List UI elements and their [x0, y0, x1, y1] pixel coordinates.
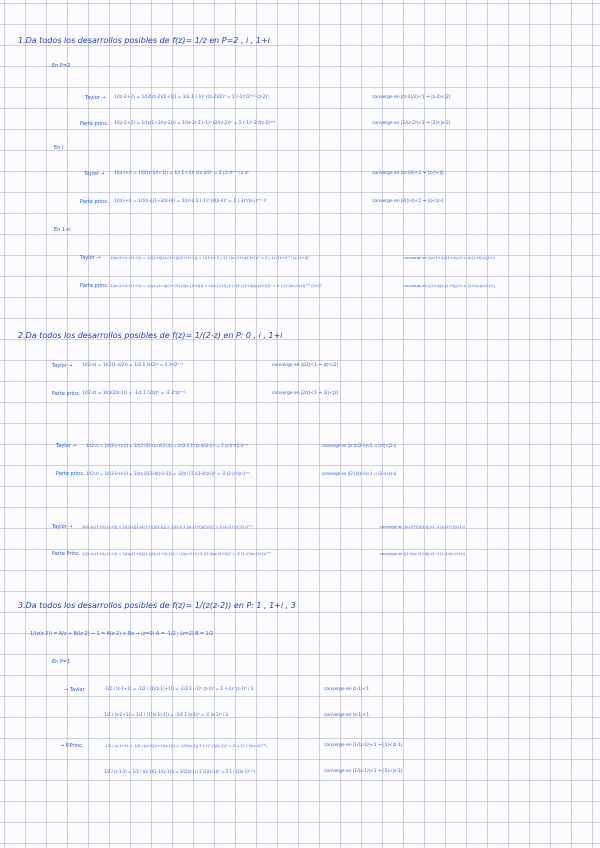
row-convergence: converge en |z/2|<1 ⇒ |z|<|2|	[272, 363, 338, 368]
row-series: 1/(z-i+i) = 1/(i[(z-i)/i+1]) = 1/i Σ (-1)ⁿ ((z-i)/i)ⁿ = Σ (i)ⁿ/iⁿ⁺¹ (z-i)ⁿ	[114, 171, 250, 176]
row-series: 1/(z-(1+i)+(1+i)) = 1/((1+i)[(z-(1+i))/(1+i)+1]) = 1/(1+i) Σ (-1)ⁿ ((z-(1+i))/(1+i))ⁿ = Σ (-1)ⁿ/(1+i)ⁿ⁺¹ (z-(1+i))ⁿ	[110, 255, 310, 260]
row-series: 1/(2-(z-(1+i))-(1+i)) = 1/((1-i)[1-(z-(1+i))/(1-i)]) = 1/(1-i) Σ ((z-(1+i))/(1-i))ⁿ = Σ (z-(1+i))ⁿ/(1-i)ⁿ⁺¹	[82, 524, 253, 529]
row-kind: Parte princ.	[80, 283, 109, 289]
row-series: 1/(2-z) = 1/((2-i)-(z-i)) = 1/((z-i)[(2-i)/(z-i)-1]) = -1/(z-i) Σ ((2-i)/(z-i))ⁿ = -Σ (2-i)ⁿ/(z-i)ⁿ⁺¹	[86, 471, 250, 476]
row-series: 1/(2-(z-(1+i))-(1+i)) = 1/((z-(1+i))[(1-i)/(z-(1+i))-1]) = -1/(z-(1+i)) Σ ((1-i)/(z-(1+i)))ⁿ = -Σ (1-i)ⁿ/(z-(1+i))ⁿ⁺¹	[82, 551, 271, 556]
row-convergence: converge en |1/(z-1)|<1 ⇒ |1|<|z-1|	[324, 769, 403, 774]
row-series: 1/(2-z) = 1/((2-i)-(z-i)) = 1/((2-i)[1-(z-i)/(2-i)]) = 1/(2-i) Σ ((z-i)/(2-i))ⁿ = Σ (z-i)ⁿ/(2-i)ⁿ⁺¹	[86, 443, 249, 448]
row-convergence: converge en |(1-i)/(z-(1+i))|<1 ⇒ |1-i|<|z-(1+i)|	[380, 551, 465, 556]
row-kind: Parte Princ.	[52, 551, 81, 557]
row-series: -1/2 / (z-1+1) = -1/2 / (1[(z-1)+1]) = -1/2 Σ (-1)ⁿ (z-1)ⁿ = Σ -(-1)ⁿ (z-1)ⁿ / 2	[104, 687, 254, 692]
row-convergence: converge en |(z-i)/i|<1 ⇒ |z-i|<|i|	[372, 171, 444, 176]
row-convergence: converge en |(2-i)/(z-i)|<1 ⇒ |2-i|<|z-i|	[322, 471, 397, 476]
row-kind: Taylor →	[52, 363, 73, 369]
row-kind: Parte princ.	[80, 199, 109, 205]
row-kind: Taylor →	[84, 171, 105, 177]
row-kind: → Taylor	[64, 687, 85, 693]
row-kind: Taylor →	[52, 524, 73, 530]
row-kind: Parte princ.	[80, 121, 109, 127]
row-convergence: converge en |z-1|<1	[324, 687, 369, 692]
row-convergence: converge en |(z-(1+i))/(1+i)|<1 ⇒ |z-(1+i)|<|1+i|	[404, 255, 495, 260]
row-series: 1/(z-(1+i)+(1+i)) = 1/((z-(1+i))(1+(1+i)/(z-(1+i)))) = 1/(z-(1+i)) Σ (-1)ⁿ ((1+i)/(z-(1+i)))ⁿ = Σ (-1)ⁿ/(z-(1+i))ⁿ⁺¹ (1+i)ⁿ	[110, 283, 322, 288]
row-series: 1/(2-z) = 1/(z(2/z-1)) = -1/z Σ (2/z)ⁿ = -Σ 2ⁿ/zⁿ⁺¹	[82, 391, 186, 396]
row-kind: Taylor →	[85, 95, 106, 101]
row-series: 1/(z-2+2) = 1/(z(1+2/(z-2))) = 1/(z-2) Σ (-1)ⁿ (2/(z-2))ⁿ = Σ (-1)ⁿ 2ⁿ/(z-2)ⁿ⁺¹	[114, 121, 276, 126]
row-series: -1/2 / (z-1+1) = -1/2 / ((z-1)[1+1/(z-1)]) = -1/(2(z-1)) Σ (-1)ⁿ (1/(z-1))ⁿ = Σ -(-1)ⁿ / (2(z-1)ⁿ⁺¹)	[104, 743, 267, 748]
row-series: 1/(2-z) = 1/(2(1-z/2)) = 1/2 Σ (z/2)ⁿ = Σ zⁿ/2ⁿ⁺¹	[82, 363, 184, 368]
row-kind: Taylor →	[56, 443, 77, 449]
row-kind: Parte princ.	[52, 391, 81, 397]
row-convergence: converge en |z-1|<1	[324, 713, 369, 718]
problem-1-heading: 1.Da todos los desarrollos posibles de f(z)= 1/z en P=2 , i , 1+i	[18, 36, 270, 45]
row-series: 1/(z-2+2) = 1/(2[(z-2)/2+1]) = 1/2 Σ (-1)ⁿ ((z-2)/2)ⁿ = Σ (-1)ⁿ/2ⁿ⁺¹ (z-2)ⁿ	[114, 95, 269, 100]
section-label: En 1+i	[54, 227, 71, 233]
row-kind: Taylor →	[80, 255, 101, 261]
problem-2-heading: 2.Da todos los desarrollos posibles de f(z)= 1/(2-z) en P: 0 , i , 1+i	[18, 331, 283, 340]
section-label: En P=2	[52, 63, 71, 69]
section-label: En P=1	[52, 659, 71, 665]
row-kind: Parte princ.	[56, 471, 85, 477]
problem-3-heading: 3.Da todos los desarrollos posibles de f(z)= 1/(z(z-2)) en P: 1 , 1+i , 3	[18, 601, 296, 610]
row-convergence: converge en |2/z|<1 ⇒ |2|<|z|	[272, 391, 338, 396]
section-label: En i	[54, 145, 64, 151]
row-convergence: converge en |i/(z-i)|<1 ⇒ |i|<|z-i|	[372, 199, 444, 204]
row-series: 1/(z-i+i) = 1/((z-i)(1+i/(z-i))) = 1/(z-i) Σ (-1)ⁿ (i/(z-i))ⁿ = Σ (-1)ⁿ/(z-i)ⁿ⁺¹ iⁿ	[114, 199, 267, 204]
row-series: 1/2 / (z-2+1) = 1/2 / (1[(z-1)-1]) = -1/2 Σ (z-1)ⁿ = -Σ (z-1)ⁿ / 2	[104, 713, 229, 718]
row-convergence: converge en |(z-(1+i))/(1-i)|<1 ⇒ |z-(1+i)|<|1-i|	[380, 524, 465, 529]
row-kind: → P.Princ.	[60, 743, 84, 749]
row-convergence: converge en |(z-2)/2|<1 ⇒ |z-2|<|2|	[372, 95, 451, 100]
partial-fractions: 1/(z(z-2)) = A/z + B/(z-2) ⇒ 1 = A(z-2) + Bz ⇒ (z=0) A = -1/2 ; (z=2) B = 1/2	[30, 631, 214, 637]
row-series: 1/2 / (z-1-1) = 1/2 / ((z-1)[1-1/(z-1)]) = 1/(2(z-1)) Σ (1/(z-1))ⁿ = Σ 1 / (2(z-1)ⁿ⁺¹)	[104, 769, 256, 774]
row-convergence: converge en |(1+i)/(z-(1+i))|<1 ⇒ |1+i|<|z-(1+i)|	[404, 283, 495, 288]
row-convergence: converge en |1/(z-1)|<1 ⇒ |1|<|z-1|	[324, 743, 403, 748]
row-convergence: converge en |(z-i)/(2-i)|<1 ⇒ |z-i|<|2-i|	[322, 443, 397, 448]
row-convergence: converge en |2/(z-2)|<1 ⇒ |2|<|z-2|	[372, 121, 451, 126]
